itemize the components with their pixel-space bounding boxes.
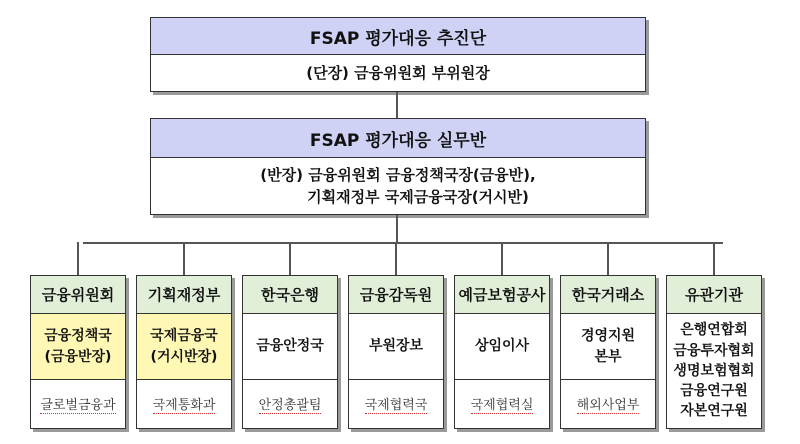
org-column-unit — [30, 313, 126, 379]
org-column-division — [454, 379, 550, 429]
org-division-label: 국제협력국 — [365, 394, 428, 414]
org-unit-line: 금융투자협회 — [673, 342, 755, 359]
working-group-heads-box — [150, 157, 646, 215]
org-column-name: 기획재정부 — [136, 275, 232, 313]
org-column-division — [348, 379, 444, 429]
org-division-label: 해외사업부 — [577, 394, 640, 414]
connector-drop-6 — [713, 242, 715, 275]
org-unit-line: 금융안정국 — [256, 338, 324, 355]
org-unit-line: 경영지원 — [580, 328, 636, 345]
org-division-label: 국제통화과 — [153, 394, 216, 414]
org-division-label: 안정총괄팀 — [259, 394, 322, 414]
connector-bus — [83, 242, 723, 244]
org-unit-line: 금융연구원 — [680, 383, 748, 400]
working-group-head-1: (반장) 금융위원회 금융정책국장(금융반), — [260, 165, 536, 184]
org-unit-line: 자본연구원 — [680, 403, 748, 420]
connector-drop-0 — [77, 242, 79, 275]
connector-drop-3 — [395, 242, 397, 275]
org-unit-line: (거시반장) — [150, 348, 218, 365]
org-column-name: 한국거래소 — [560, 275, 656, 313]
org-column-unit — [242, 313, 338, 379]
org-unit-line: 국제금융국 — [150, 328, 218, 345]
connector-trunk — [396, 215, 398, 243]
org-column-unit — [560, 313, 656, 379]
connector-drop-5 — [607, 242, 609, 275]
org-unit-line: 은행연합회 — [680, 322, 748, 339]
org-unit-line: 금융정책국 — [44, 328, 112, 345]
org-column-division — [560, 379, 656, 429]
org-unit-line: 생명보험협회 — [673, 362, 755, 379]
connector-drop-2 — [289, 242, 291, 275]
org-column-division — [30, 379, 126, 429]
org-unit-line: (금융반장) — [44, 348, 112, 365]
org-column-division — [242, 379, 338, 429]
org-unit-line: 본부 — [594, 348, 622, 365]
org-unit-line: 상임이사 — [474, 338, 530, 355]
org-column-name: 한국은행 — [242, 275, 338, 313]
working-group-title: FSAP 평가대응 실무반 — [309, 130, 487, 151]
org-column-name: 유관기관 — [666, 275, 762, 313]
task-force-title-box — [150, 17, 646, 55]
org-division-label: 국제협력실 — [471, 394, 534, 414]
org-column-unit — [454, 313, 550, 379]
org-column-name: 예금보험공사 — [454, 275, 550, 313]
working-group-head-2: 기획재정부 국제금융국장(거시반) — [307, 188, 529, 206]
org-column-unit — [136, 313, 232, 379]
connector-top — [396, 92, 398, 118]
connector-drop-4 — [501, 242, 503, 275]
task-force-head: (단장) 금융위원회 부위원장 — [306, 63, 490, 82]
org-column-unit — [348, 313, 444, 379]
task-force-title: FSAP 평가대응 추진단 — [309, 28, 487, 49]
org-column-name: 금융감독원 — [348, 275, 444, 313]
org-column-name: 금융위원회 — [30, 275, 126, 313]
org-unit-line: 부원장보 — [368, 338, 424, 355]
task-force-head-box — [150, 54, 646, 92]
org-division-label: 글로벌금융과 — [40, 394, 115, 414]
org-column-unit — [666, 313, 762, 429]
working-group-title-box — [150, 118, 646, 158]
connector-drop-1 — [183, 242, 185, 275]
org-column-division — [136, 379, 232, 429]
